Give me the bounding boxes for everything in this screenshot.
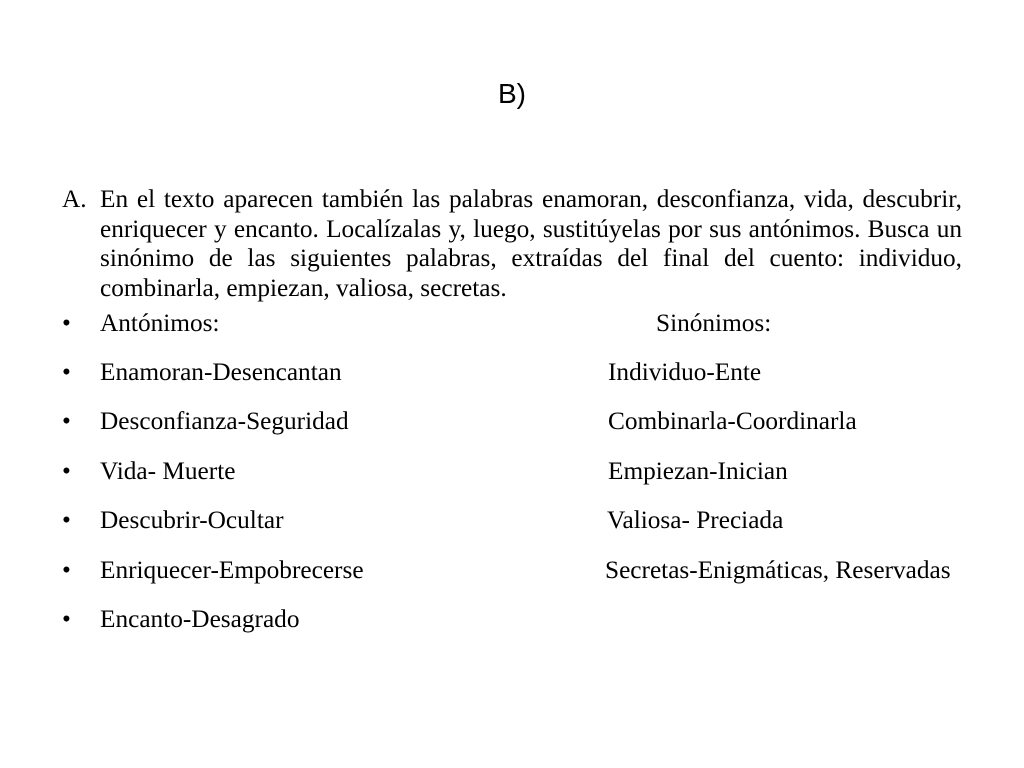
synonym-pair: Valiosa- Preciada: [607, 506, 784, 534]
synonym-pair: Empiezan-Inician: [608, 457, 788, 485]
antonym-pair: Enriquecer-Empobrecerse: [100, 556, 364, 584]
antonyms-header: Antónimos:: [100, 309, 220, 337]
slide-title: B): [498, 78, 526, 109]
bullet-icon: •: [62, 358, 71, 386]
list-header-row: [62, 308, 1012, 338]
antonym-pair: Enamoran-Desencantan: [100, 358, 342, 386]
bullet-icon: •: [62, 506, 71, 534]
bullet-icon: •: [62, 556, 71, 584]
bullet-icon: •: [62, 605, 71, 633]
list-item: [62, 604, 1012, 634]
list-item: [62, 505, 1012, 535]
antonym-pair: Vida- Muerte: [100, 457, 236, 485]
question-text: En el texto aparecen también las palabras enamoran, desconfianza, vida, descubrir, enriquecer y encanto. Localízalas y, luego, sustitúyelas por sus antónimos. Busca un sinónimo de las siguientes palabras, extraídas del final del cuento: individuo, combinarla, empiezan, valiosa, secretas.: [100, 185, 962, 302]
synonyms-header: Sinónimos:: [656, 309, 772, 337]
question-marker: A.: [62, 185, 87, 213]
list-item: [62, 555, 1012, 585]
list-item: [62, 406, 1012, 436]
list-item: [62, 357, 1012, 387]
synonym-pair: Individuo-Ente: [608, 358, 762, 386]
antonym-pair: Desconfianza-Seguridad: [100, 407, 349, 435]
antonym-pair: Descubrir-Ocultar: [100, 506, 284, 534]
bullet-icon: •: [62, 407, 71, 435]
bullet-icon: •: [62, 457, 71, 485]
synonym-pair: Combinarla-Coordinarla: [608, 407, 857, 435]
synonym-pair: Secretas-Enigmáticas, Reservadas: [605, 556, 951, 584]
antonym-pair: Encanto-Desagrado: [100, 605, 300, 633]
bullet-icon: •: [62, 309, 71, 337]
list-item: [62, 456, 1012, 486]
